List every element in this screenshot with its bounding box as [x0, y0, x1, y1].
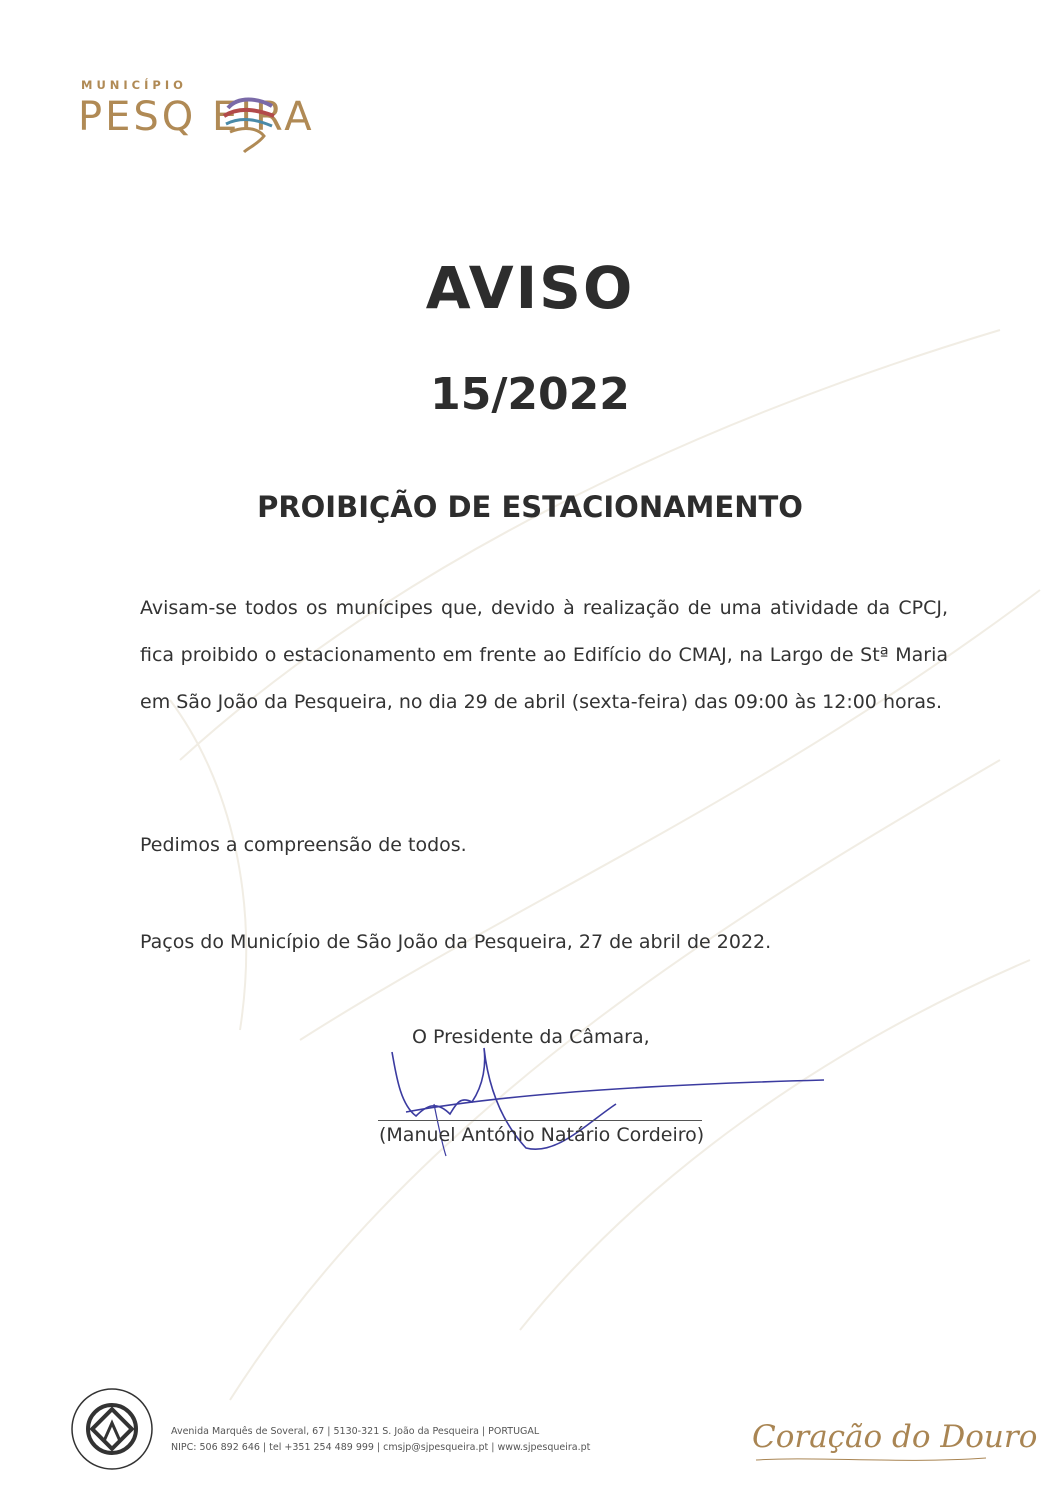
notice-subject: PROIBIÇÃO DE ESTACIONAMENTO — [257, 490, 803, 524]
signature-line — [378, 1120, 702, 1121]
place-date-line: Paços do Município de São João da Pesqueira, 27 de abril de 2022. — [140, 931, 772, 953]
footer-contact — [171, 1424, 590, 1456]
logo-wave-icon — [214, 88, 284, 154]
logo-municipio-text: MUNICÍPIO — [81, 78, 187, 92]
signature-title: O Presidente da Câmara, — [412, 1026, 650, 1048]
world-heritage-badge-icon — [68, 1385, 156, 1473]
notice-body-paragraph: Avisam-se todos os munícipes que, devido à realização de uma atividade da CPCJ, fica proibido o estacionamento em frente ao Edifício do CMAJ, na Largo de Stª Maria em São João da Pesqueira, no dia 29 de abril (sexta-feira) das 09:00 às 12:00 horas. — [140, 597, 948, 713]
notice-title: AVISO — [425, 254, 635, 322]
slogan-flourish — [752, 1452, 990, 1466]
signatory-name: (Manuel António Natário Cordeiro) — [379, 1124, 705, 1146]
footer-contacts: NIPC: 506 892 646 | tel +351 254 489 999 | cmsjp@sjpesqueira.pt | www.sjpesqueira.pt — [171, 1442, 591, 1453]
notice-number: 15/2022 — [430, 369, 630, 420]
footer-address: Avenida Marquês de Soveral, 67 | 5130-321 S. João da Pesqueira | PORTUGAL — [171, 1426, 540, 1437]
handwritten-signature — [376, 1044, 836, 1164]
logo-pesqueira-text: PESQ EIRA — [78, 94, 315, 140]
slogan-text: Coração do Douro — [752, 1419, 1038, 1455]
municipality-logo — [78, 74, 388, 154]
closing-line: Pedimos a compreensão de todos. — [140, 834, 467, 856]
